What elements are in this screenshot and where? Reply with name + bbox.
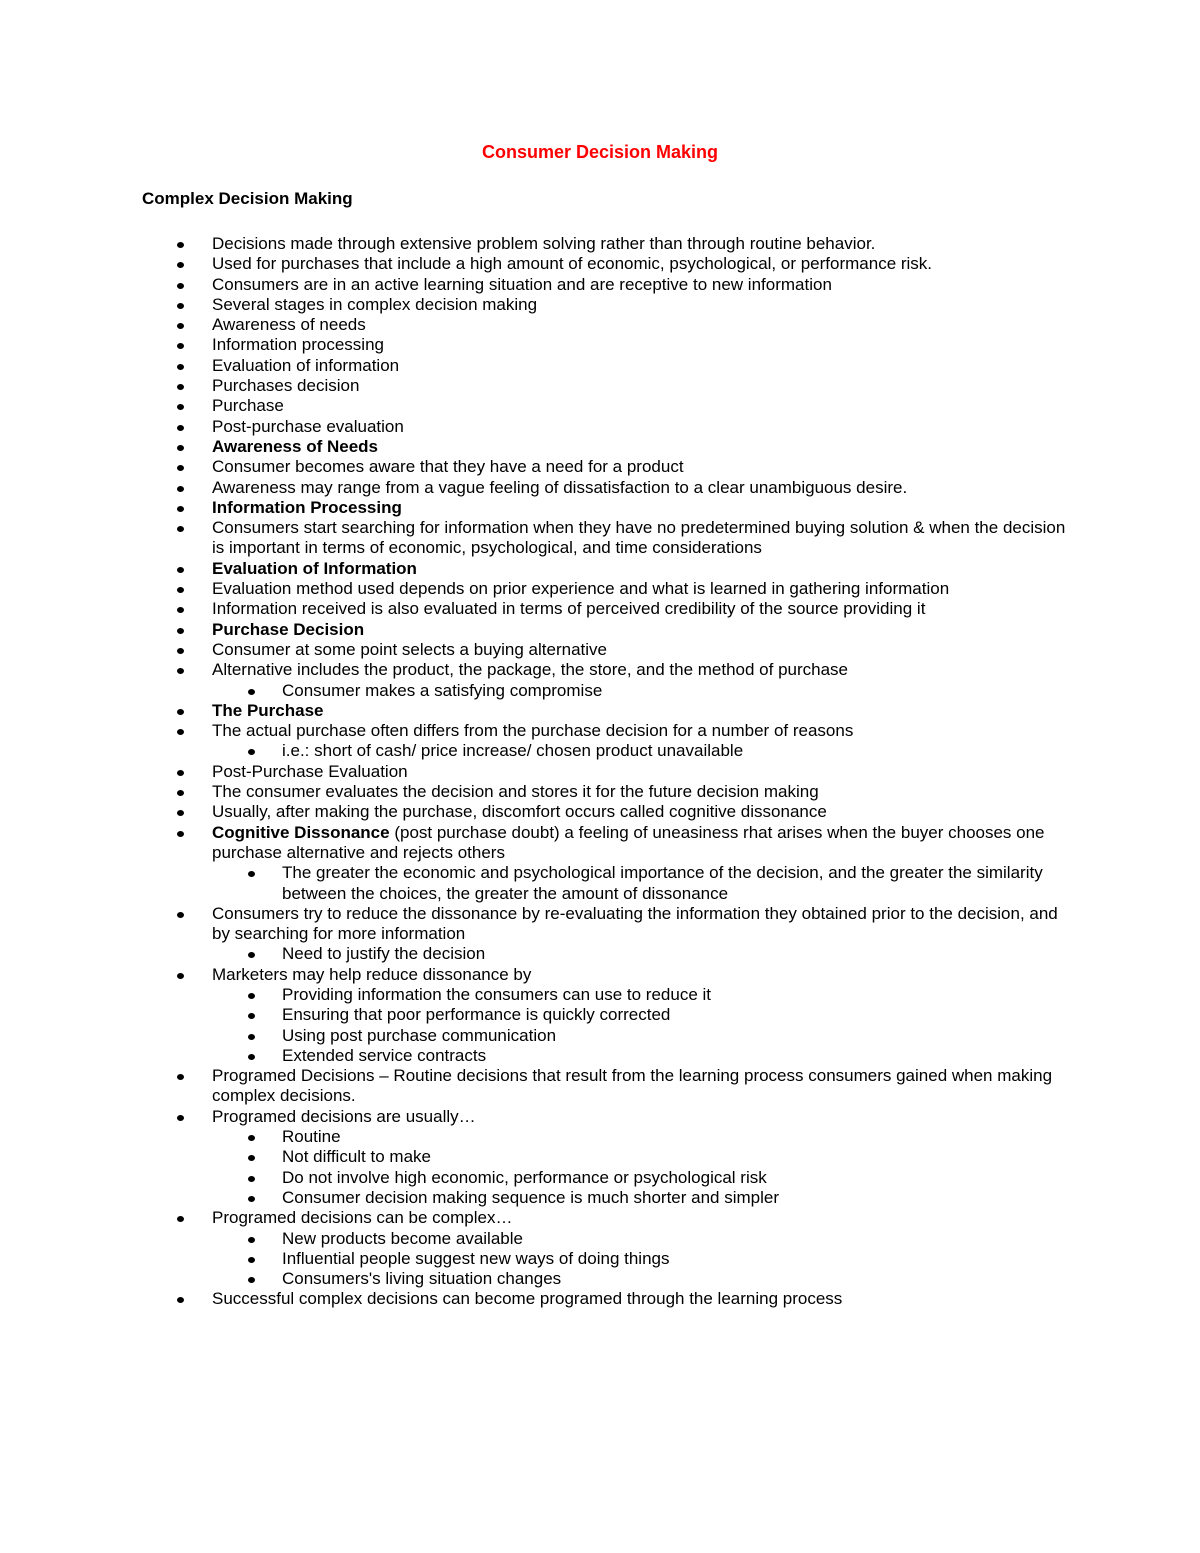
list-item (0, 721, 1200, 741)
sub-list-item (0, 1127, 1200, 1147)
list-item-text: Providing information the consumers can use to reduce it (282, 984, 712, 1004)
list-item-heading: Awareness of Needs (212, 436, 378, 456)
list-item-text: Usually, after making the purchase, discomfort occurs called cognitive dissonance (212, 802, 827, 822)
list-item (0, 376, 1200, 396)
list-item-text: Consumers's living situation changes (282, 1269, 562, 1289)
sub-list-item (0, 1026, 1200, 1046)
list-item-text: The greater the economic and psychological importance of the decision, and the greater the similarity between the choices, the greater the amount of dissonance (282, 863, 1043, 903)
list-item (0, 518, 1200, 559)
list-item (0, 1066, 1200, 1107)
list-item (0, 498, 1200, 518)
list-item-text: Programed decisions are usually… (212, 1106, 476, 1126)
sub-list-item (0, 1147, 1200, 1167)
list-item-text: Post-purchase evaluation (212, 416, 404, 436)
list-item-text: Influential people suggest new ways of doing things (282, 1248, 670, 1268)
list-item-text: Consumer decision making sequence is much shorter and simpler (282, 1187, 780, 1207)
list-item (0, 417, 1200, 437)
list-item-text: Awareness of needs (212, 315, 366, 335)
sub-list-item (0, 1229, 1200, 1249)
list-item (0, 457, 1200, 477)
list-item-text: Need to justify the decision (282, 944, 486, 964)
list-item-text: Consumers try to reduce the dissonance by re-evaluating the information they obtained prior to the decision, and by searching for more information (212, 903, 1058, 944)
list-item (0, 1208, 1200, 1228)
list-item-text: Programed decisions can be complex… (212, 1208, 513, 1228)
list-item-text: Purchase (212, 396, 284, 416)
list-item (0, 640, 1200, 660)
list-item-text: Marketers may help reduce dissonance by (212, 964, 532, 984)
list-item-text: i.e.: short of cash/ price increase/ chosen product unavailable (282, 741, 744, 761)
list-item (0, 275, 1200, 295)
list-item-text: Decisions made through extensive problem solving rather than through routine behavior. (212, 234, 876, 253)
list-item-text: Do not involve high economic, performance or psychological risk (282, 1167, 767, 1187)
list-item-text: New products become available (282, 1228, 523, 1248)
list-item-text: Information received is also evaluated in terms of perceived credibility of the source providing it (212, 599, 926, 619)
list-item-heading: Purchase Decision (212, 619, 365, 639)
list-item-text: Not difficult to make (282, 1147, 431, 1167)
sub-list-item (0, 681, 1200, 701)
bullet-list (0, 234, 1200, 1310)
sub-list-item (0, 1168, 1200, 1188)
document-title: Consumer Decision Making (481, 142, 719, 162)
list-item (0, 396, 1200, 416)
list-item-text: Consumer makes a satisfying compromise (282, 680, 603, 700)
list-item-text: Consumers are in an active learning situation and are receptive to new information (212, 274, 832, 294)
list-item (0, 335, 1200, 355)
list-item-text: Consumer becomes aware that they have a need for a product (212, 457, 684, 477)
list-item (0, 701, 1200, 721)
list-item-heading: Evaluation of Information (212, 558, 417, 578)
list-item (0, 356, 1200, 376)
list-item (0, 762, 1200, 782)
list-item-text: (post purchase doubt) a feeling of uneasiness rhat arises when the buyer chooses one purchase alternative and rejects others (212, 822, 1045, 862)
sub-list-item (0, 1249, 1200, 1269)
list-item-text: Ensuring that poor performance is quickly corrected (282, 1005, 671, 1025)
list-item (0, 437, 1200, 457)
list-item (0, 1107, 1200, 1127)
list-item (0, 254, 1200, 274)
list-item-text: Evaluation of information (212, 355, 400, 375)
list-item (0, 620, 1200, 640)
list-item (0, 965, 1200, 985)
list-item-text: Evaluation method used depends on prior experience and what is learned in gathering information (212, 579, 950, 599)
list-item-text: Using post purchase communication (282, 1025, 557, 1045)
list-item-text: Used for purchases that include a high amount of economic, psychological, or performance risk. (212, 254, 933, 274)
list-item-text: The consumer evaluates the decision and stores it for the future decision making (212, 782, 819, 802)
list-item (0, 599, 1200, 619)
sub-list-item (0, 1188, 1200, 1208)
list-item (0, 904, 1200, 945)
list-item-heading: Information Processing (212, 497, 402, 517)
list-item (0, 660, 1200, 680)
sub-list-item (0, 863, 1200, 904)
list-item (0, 782, 1200, 802)
list-item-text: Awareness may range from a vague feeling of dissatisfaction to a clear unambiguous desire. (212, 477, 908, 497)
list-item (0, 823, 1200, 864)
list-item (0, 295, 1200, 315)
list-item (0, 478, 1200, 498)
section-heading: Complex Decision Making (142, 189, 353, 208)
sub-list-item (0, 944, 1200, 964)
list-item-heading: The Purchase (212, 700, 324, 720)
list-item (0, 559, 1200, 579)
list-item-text: Consumer at some point selects a buying alternative (212, 639, 607, 659)
sub-list-item (0, 1269, 1200, 1289)
list-item-text: Successful complex decisions can become programed through the learning process (212, 1289, 843, 1309)
list-item-text: Purchases decision (212, 376, 360, 396)
list-item-text: Information processing (212, 335, 384, 355)
list-item-text: Alternative includes the product, the package, the store, and the method of purchase (212, 660, 849, 680)
list-item-text: Routine (282, 1127, 341, 1147)
list-item (0, 234, 1200, 254)
list-item (0, 579, 1200, 599)
list-item-text: Extended service contracts (282, 1045, 487, 1065)
list-item-heading: Cognitive Dissonance (212, 822, 390, 842)
sub-list-item (0, 1046, 1200, 1066)
list-item-text: The actual purchase often differs from the purchase decision for a number of reasons (212, 721, 854, 741)
list-item (0, 802, 1200, 822)
sub-list-item (0, 741, 1200, 761)
list-item (0, 315, 1200, 335)
sub-list-item (0, 1005, 1200, 1025)
list-item-text: Consumers start searching for information when they have no predetermined buying solution & when the decision is important in terms of economic, psychological, and time considerations (212, 518, 1066, 558)
list-item (0, 1289, 1200, 1309)
list-item-text: Post-Purchase Evaluation (212, 761, 408, 781)
sub-list-item (0, 985, 1200, 1005)
list-item-text: Programed Decisions – Routine decisions that result from the learning process consumers gained when making complex decisions. (212, 1066, 1053, 1106)
list-item-text: Several stages in complex decision making (212, 294, 538, 314)
